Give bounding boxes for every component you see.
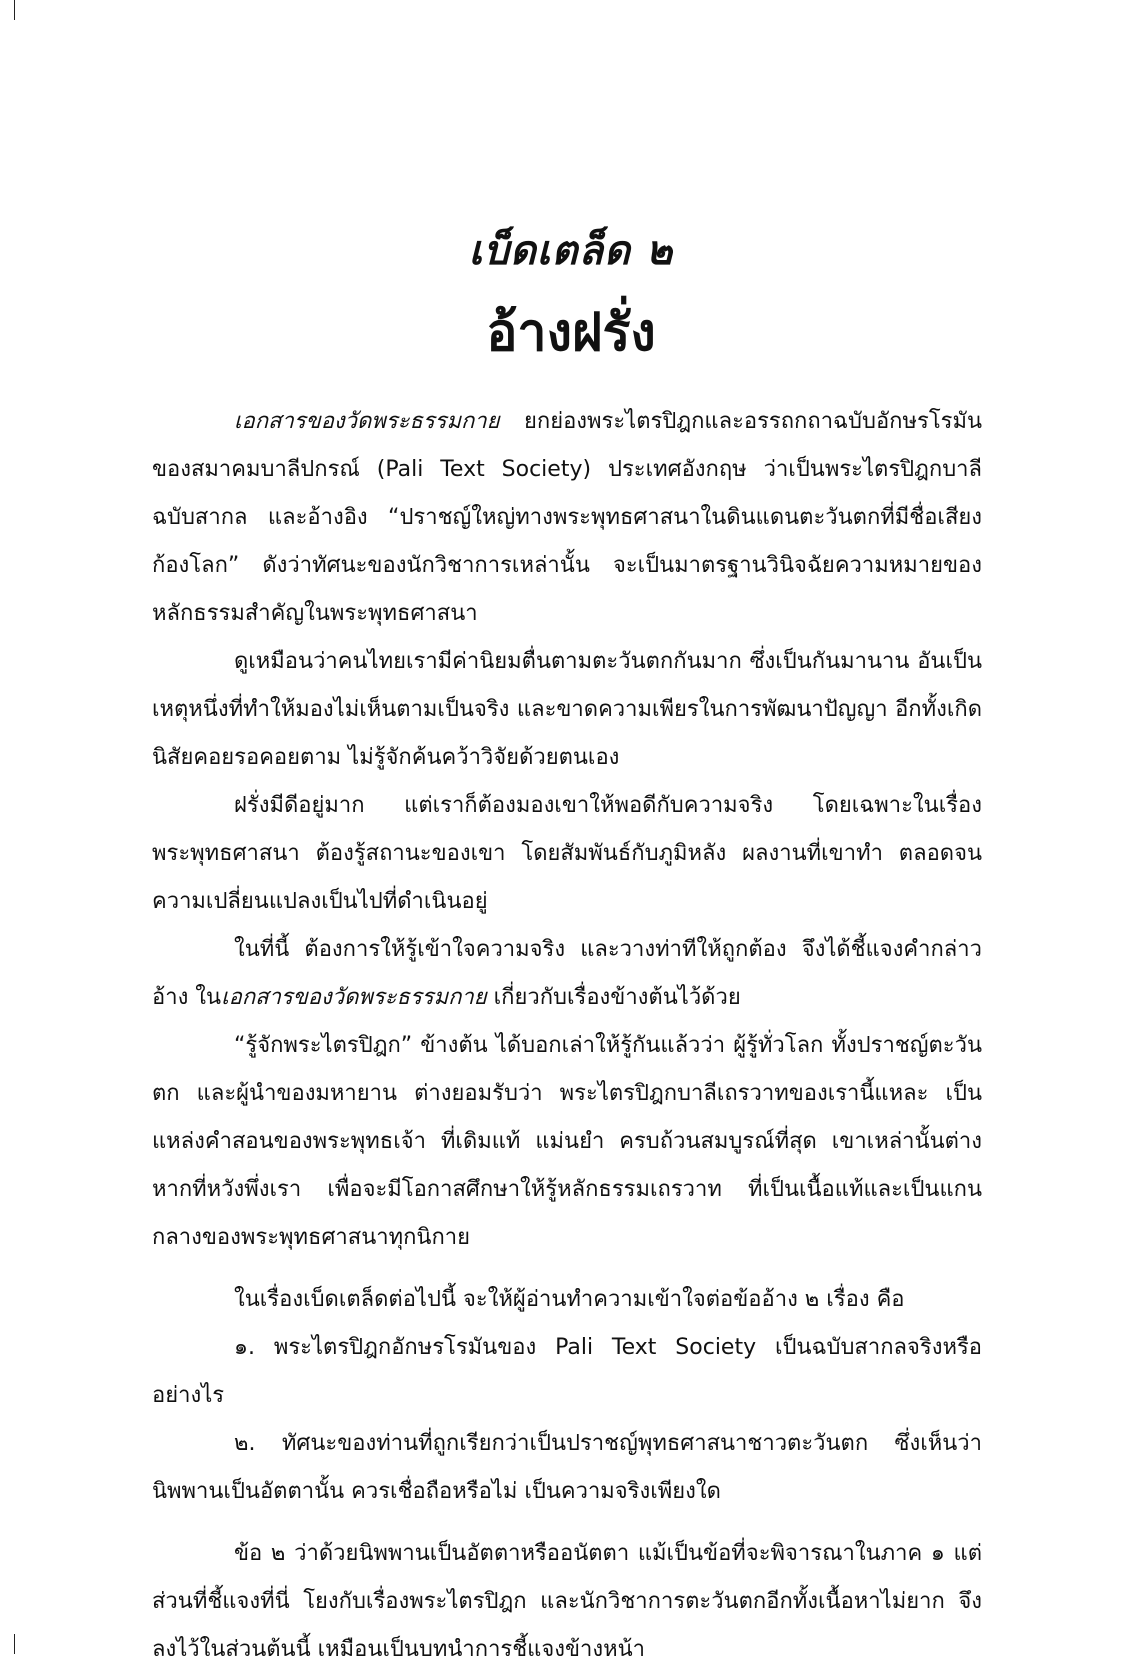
chapter-title: อ้างฝรั่ง bbox=[486, 303, 656, 363]
paragraph-4-lead: ในที่นี้ ต้องการให้รู้เข้าใจความจริง และวางท่าทีให้ถูกต้อง จึงได้ชี้แจงคำกล่าวอ้าง ใน bbox=[152, 937, 982, 1010]
paragraph-4 bbox=[152, 926, 982, 1022]
paragraph-7: ข้อ ๒ ว่าด้วยนิพพานเป็นอัตตาหรืออนัตตา แม้เป็นข้อที่จะพิจารณาในภาค ๑ แต่ส่วนที่ชี้แจงที่นี่ โยงกับเรื่องพระไตรปิฎก และนักวิชาการตะวันตกอีกทั้งเนื้อหาไม่ยาก จึงลงไว้ในส่วนต้นนี้ เหมือนเป็นบทนำการชี้แจงข้างหน้า bbox=[152, 1541, 982, 1662]
paragraph-5: “รู้จักพระไตรปิฎก” ข้างต้น ได้บอกเล่าให้รู้กันแล้วว่า ผู้รู้ทั่วโลก ทั้งปราชญ์ตะวันตก และผู้นำของมหายาน ต่างยอมรับว่า พระไตรปิฎกบาลีเถรวาทของเรานี้แหละ เป็นแหล่งคำสอนของพระพุทธเจ้า ที่เดิมแท้ แม่นยำ ครบถ้วนสมบูรณ์ที่สุด เขาเหล่านั้นต่างหากที่หวังพึ่งเรา เพื่อจะมีโอกาสศึกษาให้รู้หลักธรรมเถรวาท ที่เป็นเนื้อแท้และเป็นแกนกลางของพระพุทธศาสนาทุกนิกาย bbox=[152, 1033, 982, 1250]
paragraph-4-tail: เกี่ยวกับเรื่องข้างต้นไว้ด้วย bbox=[486, 985, 741, 1010]
list-item-2: ๒. ทัศนะของท่านที่ถูกเรียกว่าเป็นปราชญ์พุทธศาสนาชาวตะวันตก ซึ่งเห็นว่านิพพานเป็นอัตตานั้น ควรเชื่อถือหรือไม่ เป็นความจริงเพียงใด bbox=[152, 1431, 982, 1504]
document-name: เอกสารของวัดพระธรรมกาย bbox=[221, 985, 487, 1010]
paragraph-1 bbox=[152, 398, 982, 638]
list-item-1: ๑. พระไตรปิฎกอักษรโรมันของ Pali Text Society เป็นฉบับสากลจริงหรืออย่างไร bbox=[152, 1335, 982, 1408]
crop-mark-bottom-left bbox=[14, 1634, 15, 1654]
page-body bbox=[152, 398, 982, 1674]
paragraph-6: ในเรื่องเบ็ดเตล็ดต่อไปนี้ จะให้ผู้อ่านทำความเข้าใจต่อข้ออ้าง ๒ เรื่อง คือ bbox=[234, 1287, 905, 1312]
chapter-label: เบ็ดเตล็ด ๒ bbox=[468, 228, 674, 274]
document-name: เอกสารของวัดพระธรรมกาย bbox=[234, 409, 500, 434]
crop-mark-top-left bbox=[14, 0, 15, 20]
paragraph-1-text: ยกย่องพระไตรปิฎกและอรรถกถาฉบับอักษรโรมัน ของสมาคมบาลีปกรณ์ (Pali Text Society) ประเทศอังกฤษ ว่าเป็นพระไตรปิฎกบาลี ฉบับสากล และอ้างอิง “ปราชญ์ใหญ่ทางพระพุทธศาสนาในดินแดนตะวันตกที่มีชื่อเสียงก้องโลก” ดังว่าทัศนะของนักวิชาการเหล่านั้น จะเป็นมาตรฐานวินิจฉัยความหมายของหลักธรรมสำคัญในพระพุทธศาสนา bbox=[152, 409, 982, 626]
paragraph-3: ฝรั่งมีดีอยู่มาก แต่เราก็ต้องมองเขาให้พอดีกับความจริง โดยเฉพาะในเรื่องพระพุทธศาสนา ต้องรู้สถานะของเขา โดยสัมพันธ์กับภูมิหลัง ผลงานที่เขาทำ ตลอดจนความเปลี่ยนแปลงเป็นไปที่ดำเนินอยู่ bbox=[152, 793, 982, 914]
paragraph-2: ดูเหมือนว่าคนไทยเรามีค่านิยมตื่นตามตะวันตกกันมาก ซึ่งเป็นกันมานาน อันเป็นเหตุหนึ่งที่ทำให้มองไม่เห็นตามเป็นจริง และขาดความเพียรในการพัฒนาปัญญา อีกทั้งเกิดนิสัยคอยรอคอยตาม ไม่รู้จักค้นคว้าวิจัยด้วยตนเอง bbox=[152, 649, 982, 770]
